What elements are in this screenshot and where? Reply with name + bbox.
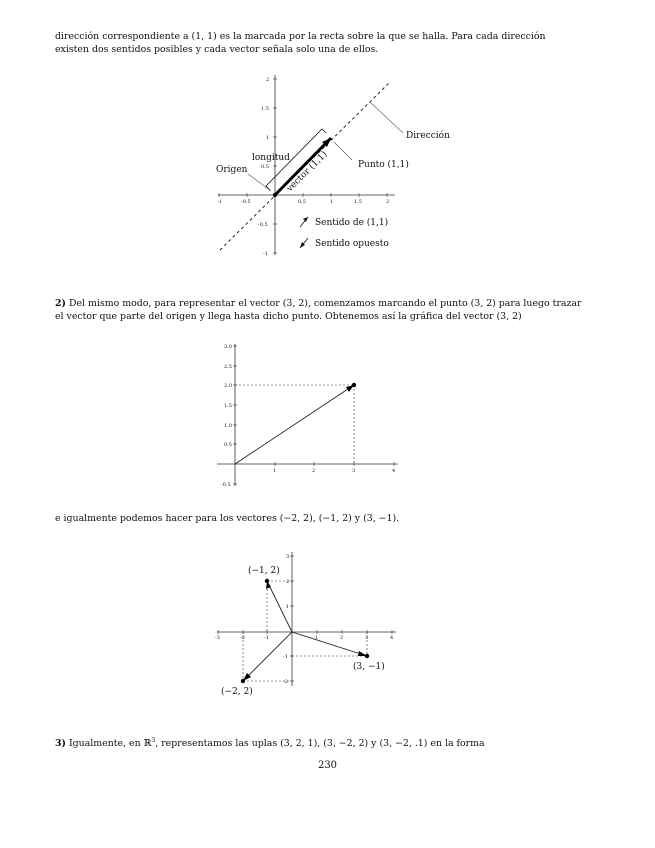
opuesto-label: Sentido opuesto [315,239,389,249]
origen-leader [248,174,271,191]
p4-text-a: Igualmente, en ℝ [68,738,152,750]
figure-vector-3-2 [210,340,410,490]
x-tick-label: 1.5 [354,199,362,205]
origin-point [273,193,277,197]
x-tick-label: -3 [215,635,220,641]
x-tick-label: 0.5 [298,199,306,205]
y-tick-label: 1.5 [224,403,232,409]
y-tick-label: 2.0 [224,383,232,389]
y-tick-label: 0.5 [224,442,232,448]
y-tick-label: -0.5 [258,222,268,228]
item-number-3: 3) [55,738,66,750]
p4-superscript: 3 [151,737,156,744]
p2-line-1: Del mismo modo, para representar el vector (3, 2), comenzamos marcando el punto (3, 2) para luego trazar [68,298,582,309]
direccion-leader [370,102,403,133]
x-tick-label: 4 [392,468,396,474]
label-m1-2: (−1, 2) [248,566,280,576]
endpoint-m2-2 [241,679,245,683]
x-tick-label: 1 [330,199,334,205]
x-tick-label: 2 [340,635,344,641]
y-tick-label: 0.5 [261,164,269,170]
y-tick-label: -1 [263,251,268,257]
x-tick-label: 1 [273,468,277,474]
vector-endpoint [352,383,356,387]
p3-text: e igualmente podemos hacer para los vectores (−2, 2), (−1, 2) y (3, −1). [55,513,400,524]
punto-leader [334,142,352,160]
intro-paragraph [55,30,603,56]
endpoint-3-m1 [365,654,369,658]
p2-line-2: el vector que parte del origen y llega hasta dicho punto. Obtenemos así la gráfica del vector (3, 2) [55,311,522,322]
x-tick-label: -1 [217,199,222,205]
figure-vectors-multiple [210,548,410,698]
x-tick-label: 2 [386,199,390,205]
vector-3-2 [235,385,354,464]
y-tick-label: 2 [266,77,270,83]
x-tick-label: 3 [365,635,369,641]
figure-vector-1-1 [200,70,470,270]
x-tick-label: 3 [352,468,356,474]
y-tick-label: 2.5 [224,364,232,370]
label-3-m1: (3, −1) [353,662,385,672]
paragraph-4 [55,734,603,750]
y-tick-label: 2 [286,579,290,585]
x-tick-label: 1 [315,635,319,641]
item-number-2: 2) [55,298,66,309]
vector-1-1 [275,138,331,195]
x-tick-label: -2 [240,635,245,641]
vector-3-m1 [292,632,367,656]
intro-line-1: dirección correspondiente a (1, 1) es la marcada por la recta sobre la que se halla. Para cada dirección [55,31,546,42]
direccion-label: Dirección [406,131,450,141]
y-tick-label: 1.0 [224,423,232,429]
sentido-label: Sentido de (1,1) [315,218,389,228]
y-tick-label: -0.5 [221,482,231,488]
y-tick-label: 3.0 [224,344,232,350]
endpoint-m1-2 [265,579,269,583]
guide-lines [243,581,367,681]
paragraph-2 [55,297,603,323]
origen-label: Origen [216,165,248,175]
longitud-label: longitud [252,153,290,163]
p4-text-b: , representamos las uplas (3, 2, 1), (3, −2, 2) y (3, −2, .1) en la forma [155,738,485,750]
vector-label: vector (1,1) [285,149,330,195]
x-tick-label: -0.5 [241,199,251,205]
x-tick-label: -1 [264,635,269,641]
page-number: 230 [317,760,338,771]
y-tick-label: 1 [266,135,270,141]
x-tick-label: 2 [312,468,316,474]
y-tick-label: 3 [286,554,290,560]
x-tick-label: 4 [390,635,394,641]
paragraph-3 [55,512,603,525]
punto-label: Punto (1,1) [358,160,409,170]
y-tick-label: -2 [283,679,288,685]
label-m2-2: (−2, 2) [221,687,253,697]
y-tick-label: 1 [286,604,290,610]
intro-line-2: existen dos sentidos posibles y cada vector señala solo una de ellos. [55,44,379,55]
y-tick-label: 1.5 [261,106,269,112]
y-tick-label: -1 [283,654,288,660]
